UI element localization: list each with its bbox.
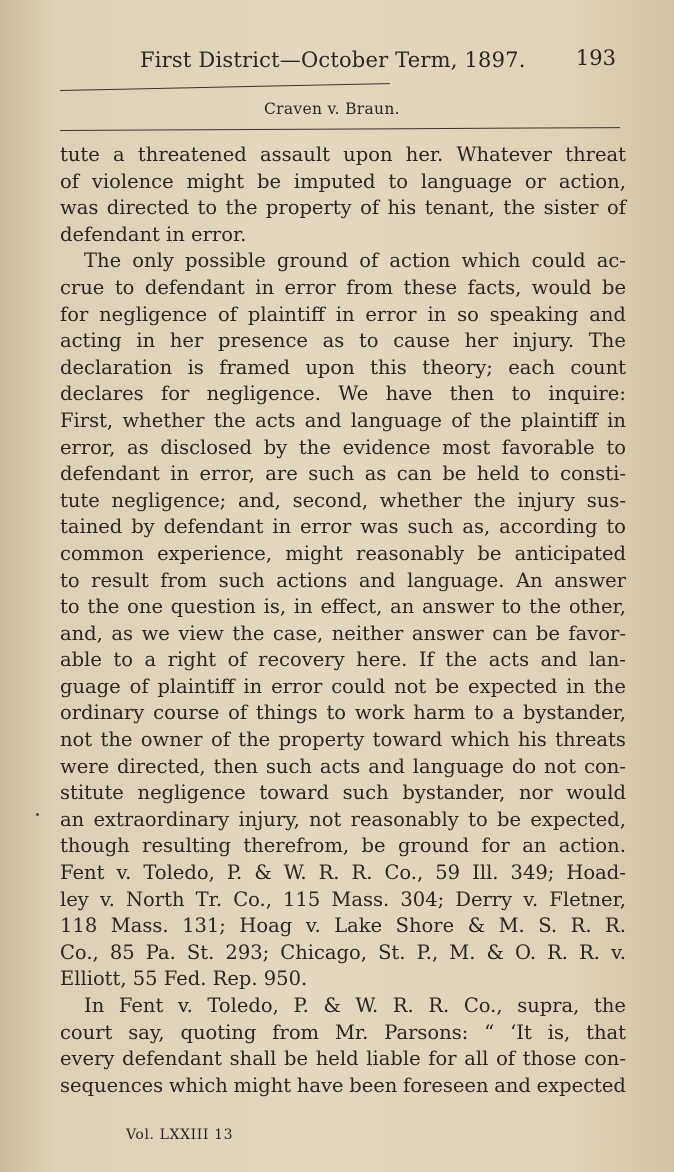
text-line: sequences which might have been foreseen and expected [60,1073,626,1097]
page-number: 193 [575,46,616,70]
text-line: crue to defendant in error from these facts, would be [60,275,626,299]
text-line: Co., 85 Pa. St. 293; Chicago, St. P., M. & O. R. R. v. [60,940,626,964]
page-header [132,44,622,78]
text-line: court say, quoting from Mr. Parsons: “ ‘It is, that [60,1020,626,1044]
text-line: and, as we view the case, neither answer can be favor- [60,621,626,645]
text-line: defendant in error. [60,222,247,246]
text-line: acting in her presence as to cause her injury. The [60,329,626,353]
case-title: Craven v. Braun. [264,100,400,118]
header-rule [60,83,390,91]
text-line: an extraordinary injury, not reasonably to be expected, [60,807,626,831]
text-line: of violence might be imputed to language or action, [60,169,626,193]
text-line: tute a threatened assault upon her. Whatever threat [60,143,626,166]
text-line: error, as disclosed by the evidence most favorable to [60,435,626,459]
text-line: First, whether the acts and language of the plaintiff in [60,408,626,432]
text-line: able to a right of recovery here. If the acts and lan- [60,648,626,672]
text-line: for negligence of plaintiff in error in so speaking and [60,302,626,326]
text-line: declares for negligence. We have then to inquire: [60,382,626,406]
text-line: stitute negligence toward such bystander, nor would [60,781,626,805]
text-line: defendant in error, are such as can be held to consti- [60,462,626,486]
text-line: Fent v. Toledo, P. & W. R. R. Co., 59 Ill. 349; Hoad- [60,861,626,885]
text-line: ley v. North Tr. Co., 115 Mass. 304; Derry v. Fletner, [60,887,626,911]
section-rule [60,127,620,131]
text-line: Elliott, 55 Fed. Rep. 950. [60,967,308,991]
text-line: to the one question is, in effect, an answer to the other, [60,595,626,619]
text-line: declaration is framed upon this theory; each count [60,355,626,379]
margin-mark [36,813,39,816]
text-line: tute negligence; and, second, whether the injury sus- [60,488,626,512]
text-line: ordinary course of things to work harm to a bystander, [60,701,626,725]
text-line: was directed to the property of his tenant, the sister of [60,196,626,220]
text-line: In Fent v. Toledo, P. & W. R. R. Co., supra, the [84,994,626,1017]
text-line: tained by defendant in error was such as, according to [60,515,626,539]
text-line: were directed, then such acts and language do not con- [60,754,626,778]
text-line: 118 Mass. 131; Hoag v. Lake Shore & M. S. R. R. [60,914,626,938]
text-line: common experience, might reasonably be anticipated [60,541,626,565]
text-line: to result from such actions and language. An answer [60,568,626,592]
running-head: First District—October Term, 1897. [140,48,526,72]
text-line: not the owner of the property toward which his threats [60,728,626,752]
text-line: guage of plaintiff in error could not be expected in the [60,674,626,698]
signature-mark: Vol. LXXIII 13 [126,1127,234,1143]
text-line: every defendant shall be held liable for all of those con- [60,1047,626,1071]
body-text [60,142,626,1099]
text-line: though resulting therefrom, be ground for an action. [60,834,626,858]
text-line: The only possible ground of action which could ac- [84,249,626,273]
